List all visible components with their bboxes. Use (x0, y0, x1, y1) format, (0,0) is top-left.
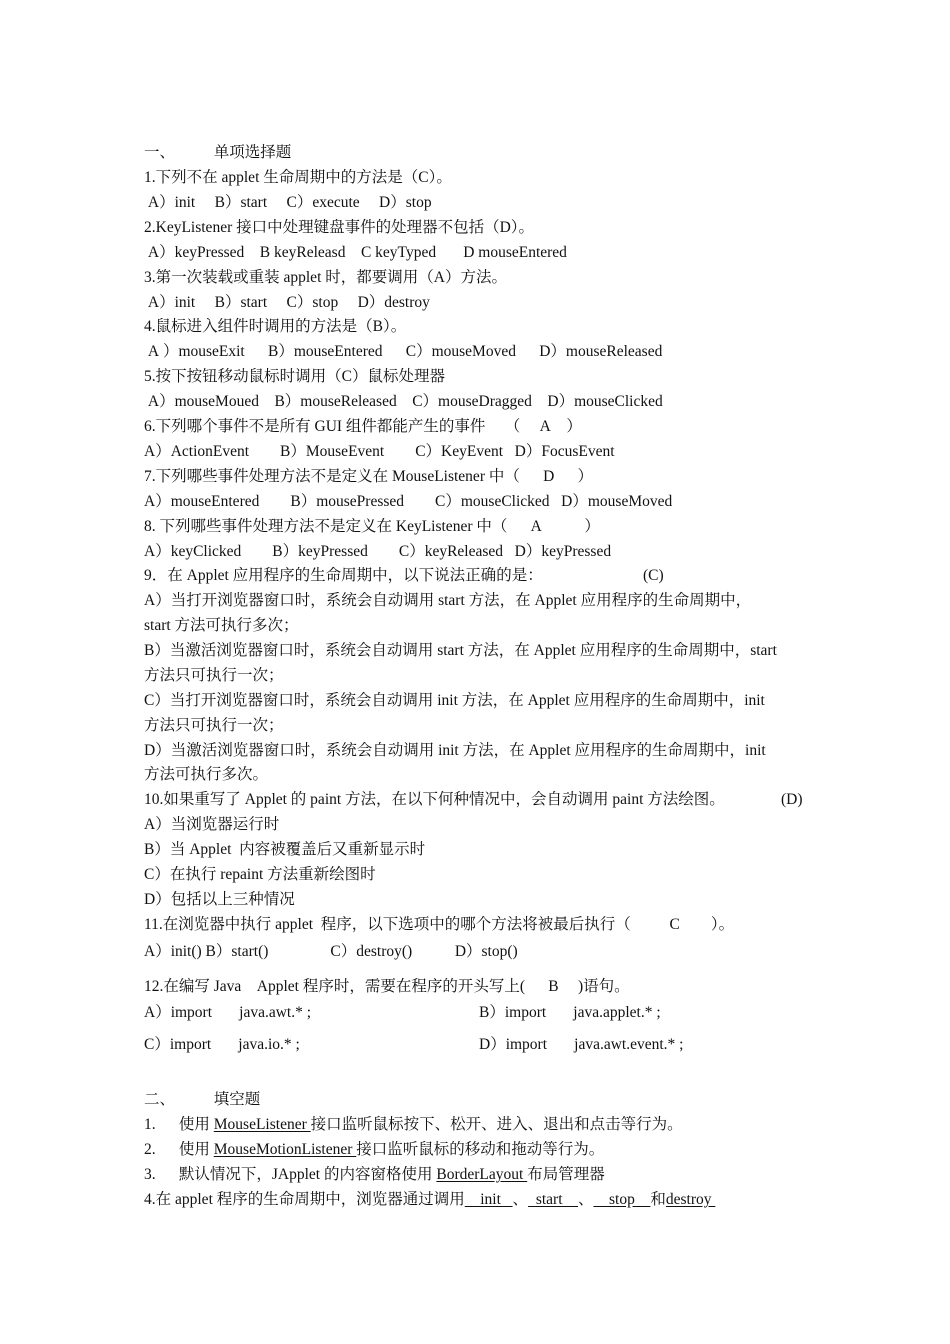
question-3-stem: 3.第一次装载或重装 applet 时，都要调用（A）方法。 (144, 269, 507, 286)
question-9-option-c-line2: 方法只可执行一次； (144, 717, 284, 734)
question-12-option-d: D）import java.awt.event.* ; (479, 1036, 684, 1053)
question-9-answer: (C) (643, 567, 664, 584)
fill-in-1-suffix: 接口监听鼠标按下、松开、进入、退出和点击等行为。 (310, 1116, 683, 1133)
question-11-options: A）init() B）start() C）destroy() D）stop() (144, 943, 518, 960)
question-10-option-d: D）包括以上三种情况 (144, 891, 295, 908)
fill-in-4-sep-2: 、 (578, 1191, 594, 1208)
question-10-option-a: A）当浏览器运行时 (144, 816, 280, 833)
question-11-stem: 11.在浏览器中执行 applet 程序，以下选项中的哪个方法将被最后执行（ C ）。 (144, 916, 735, 933)
fill-in-4-sep-3: 和 (650, 1191, 666, 1208)
question-10-stem: 10.如果重写了 Applet 的 paint 方法，在以下何种情况中，会自动调用 paint 方法绘图。 (144, 791, 725, 808)
question-6-options: A）ActionEvent B）MouseEvent C）KeyEvent D）FocusEvent (144, 443, 615, 460)
question-3-options: A）init B）start C）stop D）destroy (144, 294, 430, 311)
fill-in-4-prefix: 4.在 applet 程序的生命周期中，浏览器通过调用 (144, 1191, 465, 1208)
question-9-option-b-line1: B）当激活浏览器窗口时，系统会自动调用 start 方法，在 Applet 应用程序的生命周期中，start (144, 642, 777, 659)
question-2-options: A）keyPressed B keyReleasd C keyTyped D mouseEntered (144, 244, 567, 261)
question-5-stem: 5.按下按钮移动鼠标时调用（C）鼠标处理器 (144, 368, 445, 385)
question-9-option-a-line2: start 方法可执行多次； (144, 617, 299, 634)
question-8-stem: 8. 下列哪些事件处理方法不是定义在 KeyListener 中（ A ） (144, 518, 600, 535)
question-10-option-b: B）当 Applet 内容被覆盖后又重新显示时 (144, 841, 426, 858)
fill-in-3-blank: BorderLayout (436, 1166, 528, 1183)
question-7-options: A）mouseEntered B）mousePressed C）mouseClicked D）mouseMoved (144, 493, 673, 510)
fill-in-4-blank-destroy: destroy (665, 1191, 716, 1208)
question-12-option-c: C）import java.io.* ; (144, 1036, 300, 1053)
fill-in-4-blank-init: init (464, 1191, 513, 1208)
question-9-option-d-line1: D）当激活浏览器窗口时，系统会自动调用 init 方法，在 Applet 应用程序的生命周期中，init (144, 742, 766, 759)
fill-in-4 (144, 1190, 715, 1210)
fill-in-2-suffix: 接口监听鼠标的移动和拖动等行为。 (356, 1141, 605, 1158)
question-5-options: A）mouseMoued B）mouseReleased C）mouseDragged D）mouseClicked (144, 393, 663, 410)
question-12-stem: 12.在编写 Java Applet 程序时，需要在程序的开头写上( B )语句。 (144, 978, 630, 995)
question-4-options: A ）mouseExit B）mouseEntered C）mouseMoved D）mouseReleased (144, 343, 663, 360)
question-8-options: A）keyClicked B）keyPressed C）keyReleased D）keyPressed (144, 543, 612, 560)
question-10-option-c: C）在执行 repaint 方法重新绘图时 (144, 866, 376, 883)
question-2-stem: 2.KeyListener 接口中处理键盘事件的处理器不包括（D）。 (144, 219, 535, 236)
question-9-option-b-line2: 方法只可执行一次； (144, 667, 284, 684)
fill-in-1 (144, 1115, 683, 1135)
fill-in-3-prefix: 3. 默认情况下，JApplet 的内容窗格使用 (144, 1166, 437, 1183)
fill-in-2-blank: MouseMotionListener (213, 1141, 357, 1158)
fill-in-3-suffix: 布局管理器 (527, 1166, 605, 1183)
question-9-option-d-line2: 方法可执行多次。 (144, 766, 269, 783)
fill-in-2 (144, 1140, 604, 1160)
question-9-stem: 9．在 Applet 应用程序的生命周期中，以下说法正确的是： (144, 567, 543, 584)
question-9-option-a-line1: A）当打开浏览器窗口时，系统会自动调用 start 方法，在 Applet 应用程序的生命周期中， (144, 592, 752, 609)
fill-in-3 (144, 1165, 605, 1185)
question-12-option-b: B）import java.applet.* ; (479, 1004, 661, 1021)
section-heading-fill-in: 二、 填空题 (144, 1091, 261, 1108)
fill-in-2-prefix: 2. 使用 (144, 1141, 214, 1158)
question-10-answer: (D) (781, 791, 803, 808)
fill-in-1-prefix: 1. 使用 (144, 1116, 214, 1133)
section-heading-single-choice: 一、 单项选择题 (144, 144, 292, 161)
fill-in-4-blank-start: start (528, 1191, 578, 1208)
question-7-stem: 7.下列哪些事件处理方法不是定义在 MouseListener 中（ D ） (144, 468, 594, 485)
question-1-options: A）init B）start C）execute D）stop (144, 194, 432, 211)
question-9-option-c-line1: C）当打开浏览器窗口时，系统会自动调用 init 方法，在 Applet 应用程序的生命周期中，init (144, 692, 765, 709)
fill-in-4-sep-1: 、 (512, 1191, 529, 1208)
fill-in-1-blank: MouseListener (213, 1116, 311, 1133)
question-12-option-a: A）import java.awt.* ; (144, 1004, 312, 1021)
question-6-stem: 6.下列哪个事件不是所有 GUI 组件都能产生的事件 （ A ） (144, 418, 582, 435)
question-4-stem: 4.鼠标进入组件时调用的方法是（B）。 (144, 318, 407, 335)
fill-in-4-blank-stop: stop (593, 1191, 651, 1208)
question-1-stem: 1.下列不在 applet 生命周期中的方法是（C）。 (144, 169, 452, 186)
